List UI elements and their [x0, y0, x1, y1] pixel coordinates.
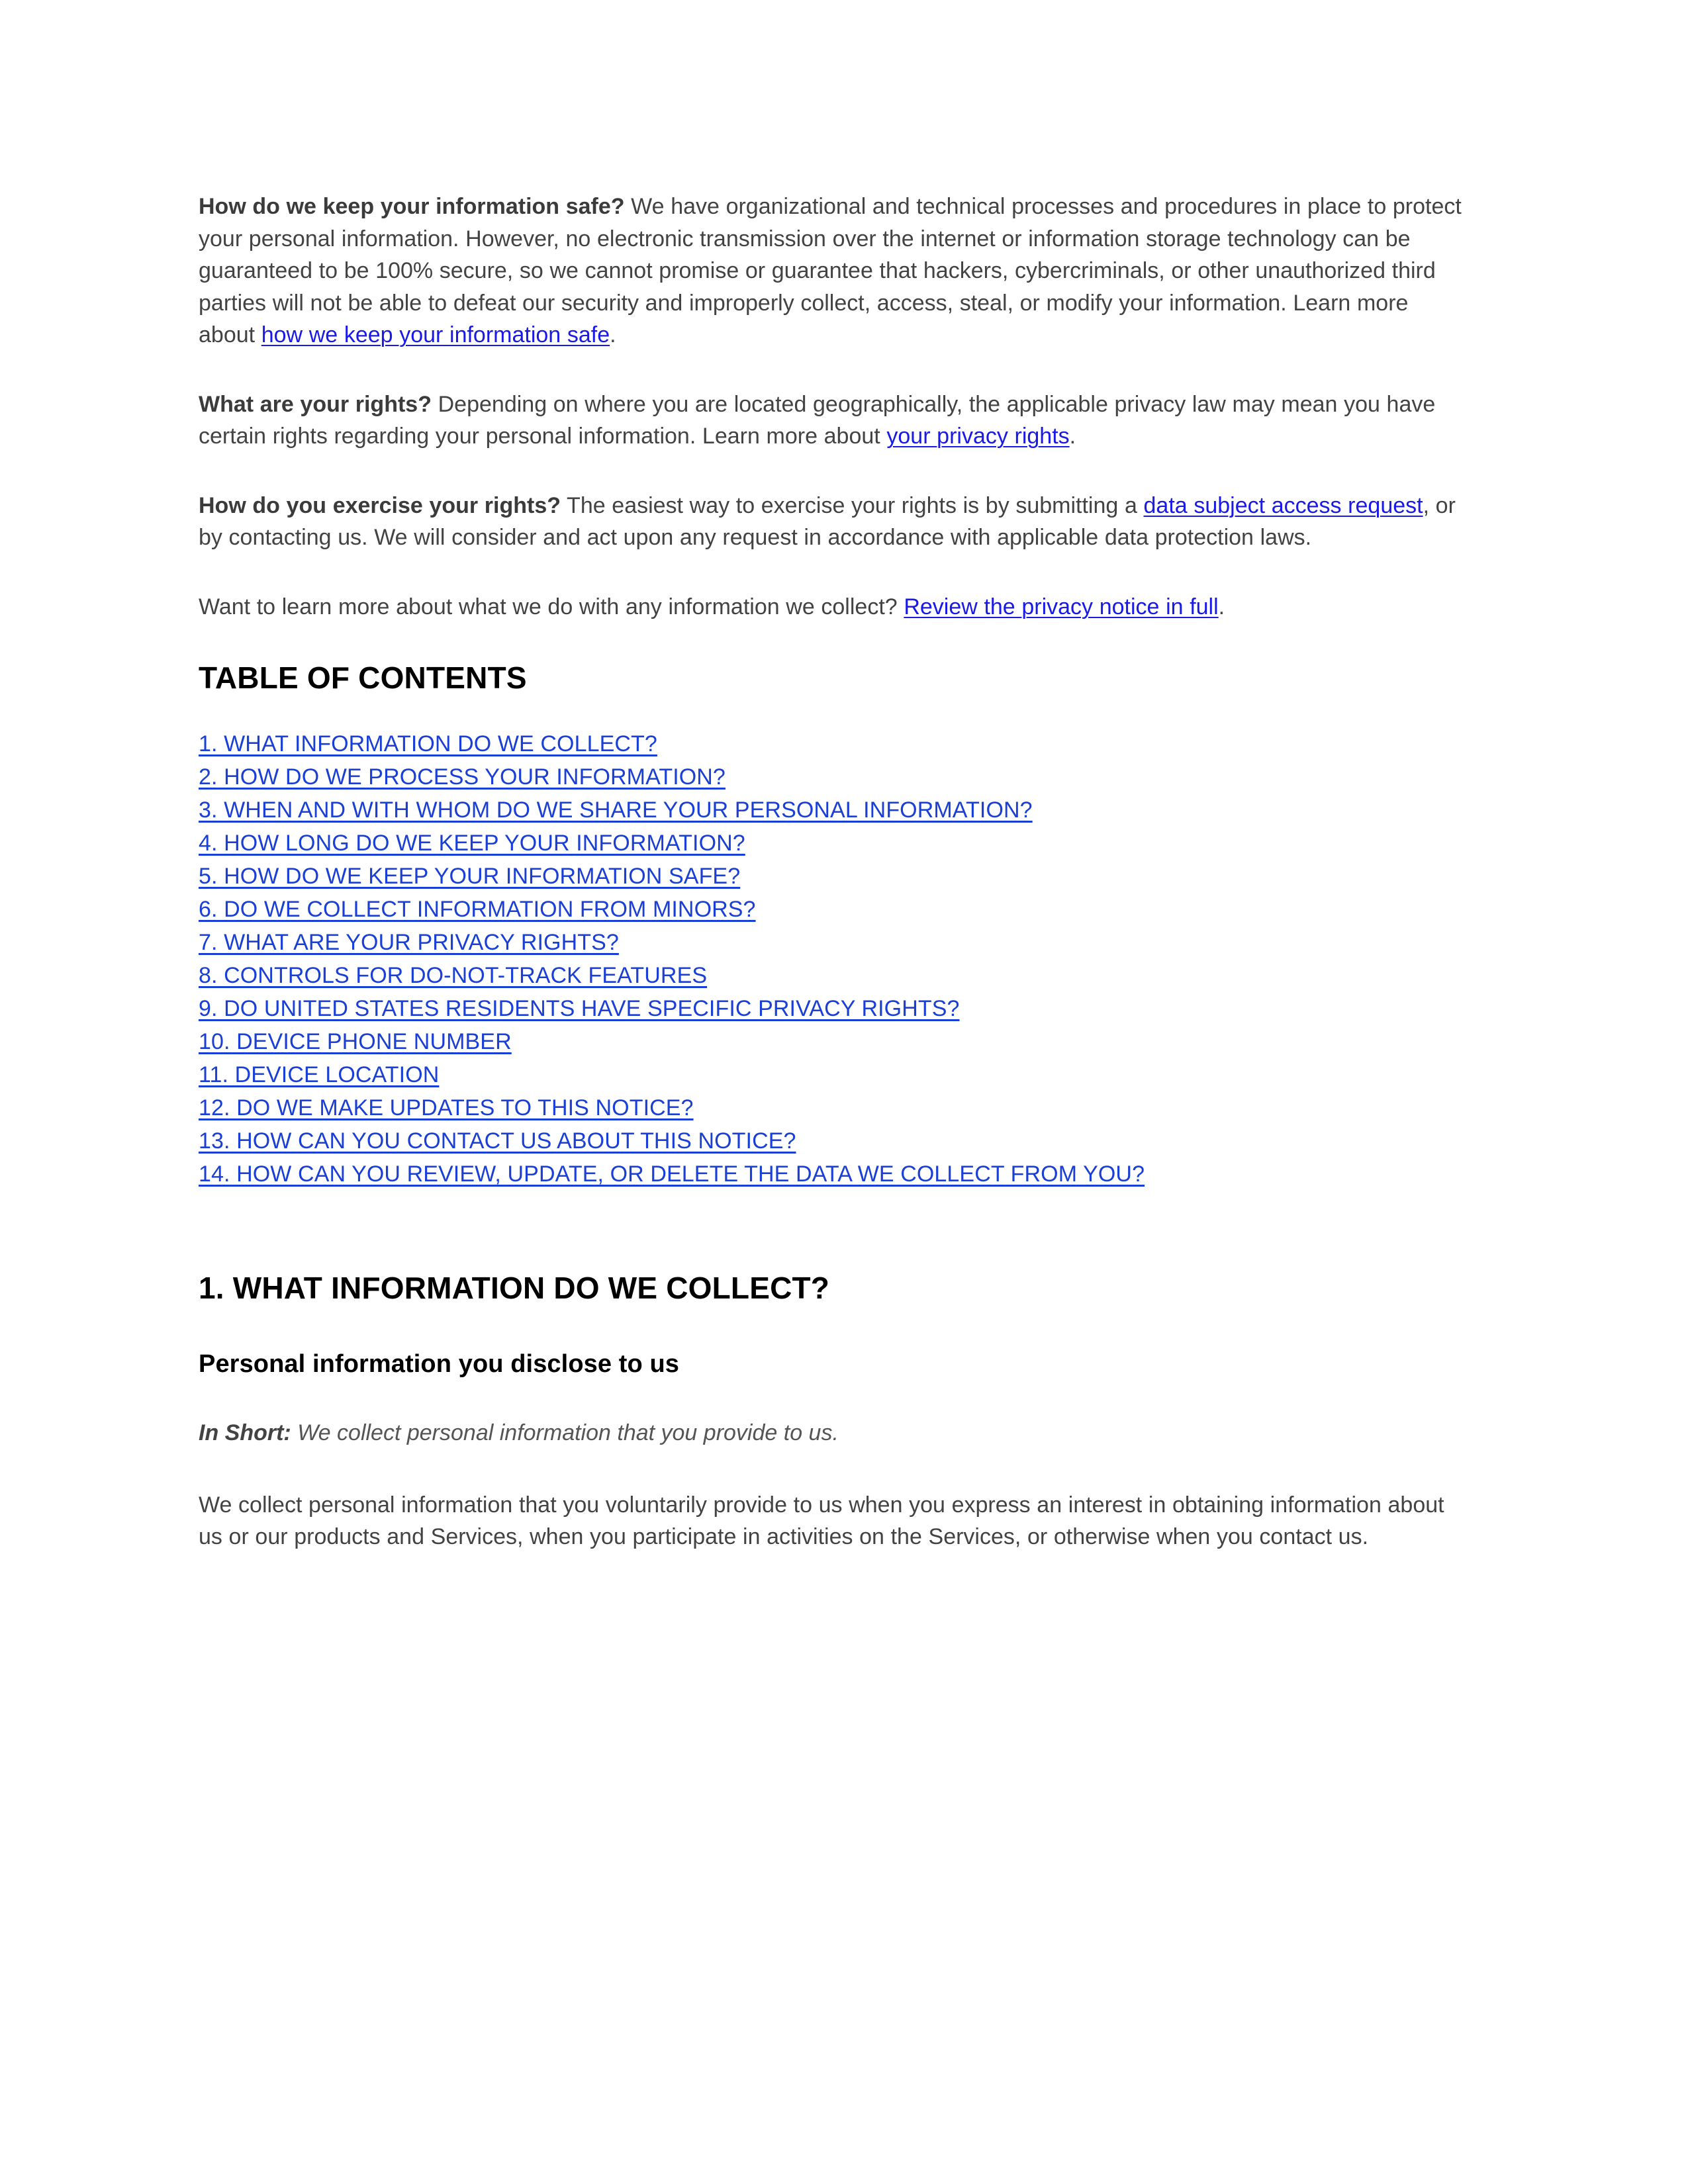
section-1-in-short	[199, 1417, 1466, 1449]
toc-link-12[interactable]: 12. DO WE MAKE UPDATES TO THIS NOTICE?	[199, 1095, 694, 1120]
paragraph-learn-more	[199, 591, 1466, 623]
paragraph-exercise-rights-lead: How do you exercise your rights?	[199, 492, 561, 518]
table-of-contents-heading-wrap	[199, 659, 1466, 697]
toc-item	[199, 1124, 1466, 1158]
section-1-body-paragraph: We collect personal information that you voluntarily provide to us when you express an interest in obtaining information about us or our products and Services, when you participate in activities on the Services, or otherwise when you contact us.	[199, 1492, 1444, 1549]
toc-link-8[interactable]: 8. CONTROLS FOR DO-NOT-TRACK FEATURES	[199, 963, 708, 988]
paragraph-learn-more-text-before: Want to learn more about what we do with any information we collect?	[199, 594, 904, 619]
toc-link-14[interactable]: 14. HOW CAN YOU REVIEW, UPDATE, OR DELETE THE DATA WE COLLECT FROM YOU?	[199, 1161, 1145, 1187]
paragraph-security-text-after: .	[610, 322, 616, 347]
spacer-after-section-title	[199, 1307, 1466, 1348]
toc-item	[199, 1091, 1466, 1124]
toc-item	[199, 992, 1466, 1025]
toc-item	[199, 794, 1466, 827]
spacer-after-subtitle	[199, 1380, 1466, 1417]
in-short-label: In Short:	[199, 1420, 291, 1445]
toc-link-11[interactable]: 11. DEVICE LOCATION	[199, 1062, 440, 1087]
paragraph-security-text-before: We have organizational and technical processes and procedures in place to protect your personal information. However, no electronic transmission over the internet or information storage technology can be guaranteed to be 100% secure, so we cannot promise or guarantee that hackers, cybercriminals, or other unauthorized third parties will not be able to defeat our security and improperly collect, access, steal, or modify your information. Learn more about	[199, 194, 1462, 347]
toc-item	[199, 727, 1466, 760]
paragraph-rights-text-after: .	[1069, 424, 1076, 449]
toc-item	[199, 1058, 1466, 1091]
table-of-contents-heading: TABLE OF CONTENTS	[199, 660, 527, 695]
toc-item	[199, 860, 1466, 893]
toc-item	[199, 827, 1466, 860]
toc-link-3[interactable]: 3. WHEN AND WITH WHOM DO WE SHARE YOUR PERSONAL INFORMATION?	[199, 797, 1033, 823]
toc-item	[199, 893, 1466, 926]
paragraph-learn-more-text-after: .	[1218, 594, 1225, 619]
section-1-subtitle: Personal information you disclose to us	[199, 1350, 680, 1378]
spacer-after-toc	[199, 1191, 1466, 1269]
paragraph-rights-lead: What are your rights?	[199, 391, 432, 417]
toc-item	[199, 1158, 1466, 1191]
toc-link-4[interactable]: 4. HOW LONG DO WE KEEP YOUR INFORMATION?	[199, 831, 745, 856]
toc-item	[199, 760, 1466, 794]
paragraph-exercise-rights	[199, 490, 1466, 554]
toc-link-2[interactable]: 2. HOW DO WE PROCESS YOUR INFORMATION?	[199, 764, 726, 790]
link-how-we-keep-your-information-safe[interactable]: how we keep your information safe	[261, 322, 610, 347]
toc-link-7[interactable]: 7. WHAT ARE YOUR PRIVACY RIGHTS?	[199, 930, 619, 955]
paragraph-security-lead: How do we keep your information safe?	[199, 194, 625, 219]
link-data-subject-access-request[interactable]: data subject access request	[1143, 492, 1423, 518]
document-content	[199, 191, 1466, 1590]
toc-item	[199, 959, 1466, 992]
paragraph-security	[199, 191, 1466, 351]
toc-link-5[interactable]: 5. HOW DO WE KEEP YOUR INFORMATION SAFE?	[199, 864, 741, 889]
link-your-privacy-rights[interactable]: your privacy rights	[886, 424, 1070, 449]
paragraph-rights	[199, 388, 1466, 453]
toc-link-6[interactable]: 6. DO WE COLLECT INFORMATION FROM MINORS?	[199, 897, 756, 922]
toc-link-9[interactable]: 9. DO UNITED STATES RESIDENTS HAVE SPECIFIC PRIVACY RIGHTS?	[199, 996, 960, 1021]
toc-link-1[interactable]: 1. WHAT INFORMATION DO WE COLLECT?	[199, 731, 657, 756]
table-of-contents-list	[199, 727, 1466, 1191]
toc-link-10[interactable]: 10. DEVICE PHONE NUMBER	[199, 1029, 512, 1054]
toc-link-13[interactable]: 13. HOW CAN YOU CONTACT US ABOUT THIS NOTICE?	[199, 1128, 796, 1154]
in-short-text: We collect personal information that you provide to us.	[291, 1420, 839, 1445]
toc-item	[199, 1025, 1466, 1058]
section-1-title: 1. WHAT INFORMATION DO WE COLLECT?	[199, 1271, 830, 1305]
paragraph-exercise-rights-text-after: , or by contacting us. We will consider and act upon any request in accordance with applicable data protection laws.	[199, 492, 1456, 550]
toc-item	[199, 926, 1466, 959]
paragraph-rights-text-before: Depending on where you are located geographically, the applicable privacy law may mean you have certain rights regarding your personal information. Learn more about	[199, 391, 1436, 449]
paragraph-exercise-rights-text-before: The easiest way to exercise your rights is by submitting a	[561, 492, 1144, 518]
link-review-the-privacy-notice-in-full[interactable]: Review the privacy notice in full	[904, 594, 1219, 619]
